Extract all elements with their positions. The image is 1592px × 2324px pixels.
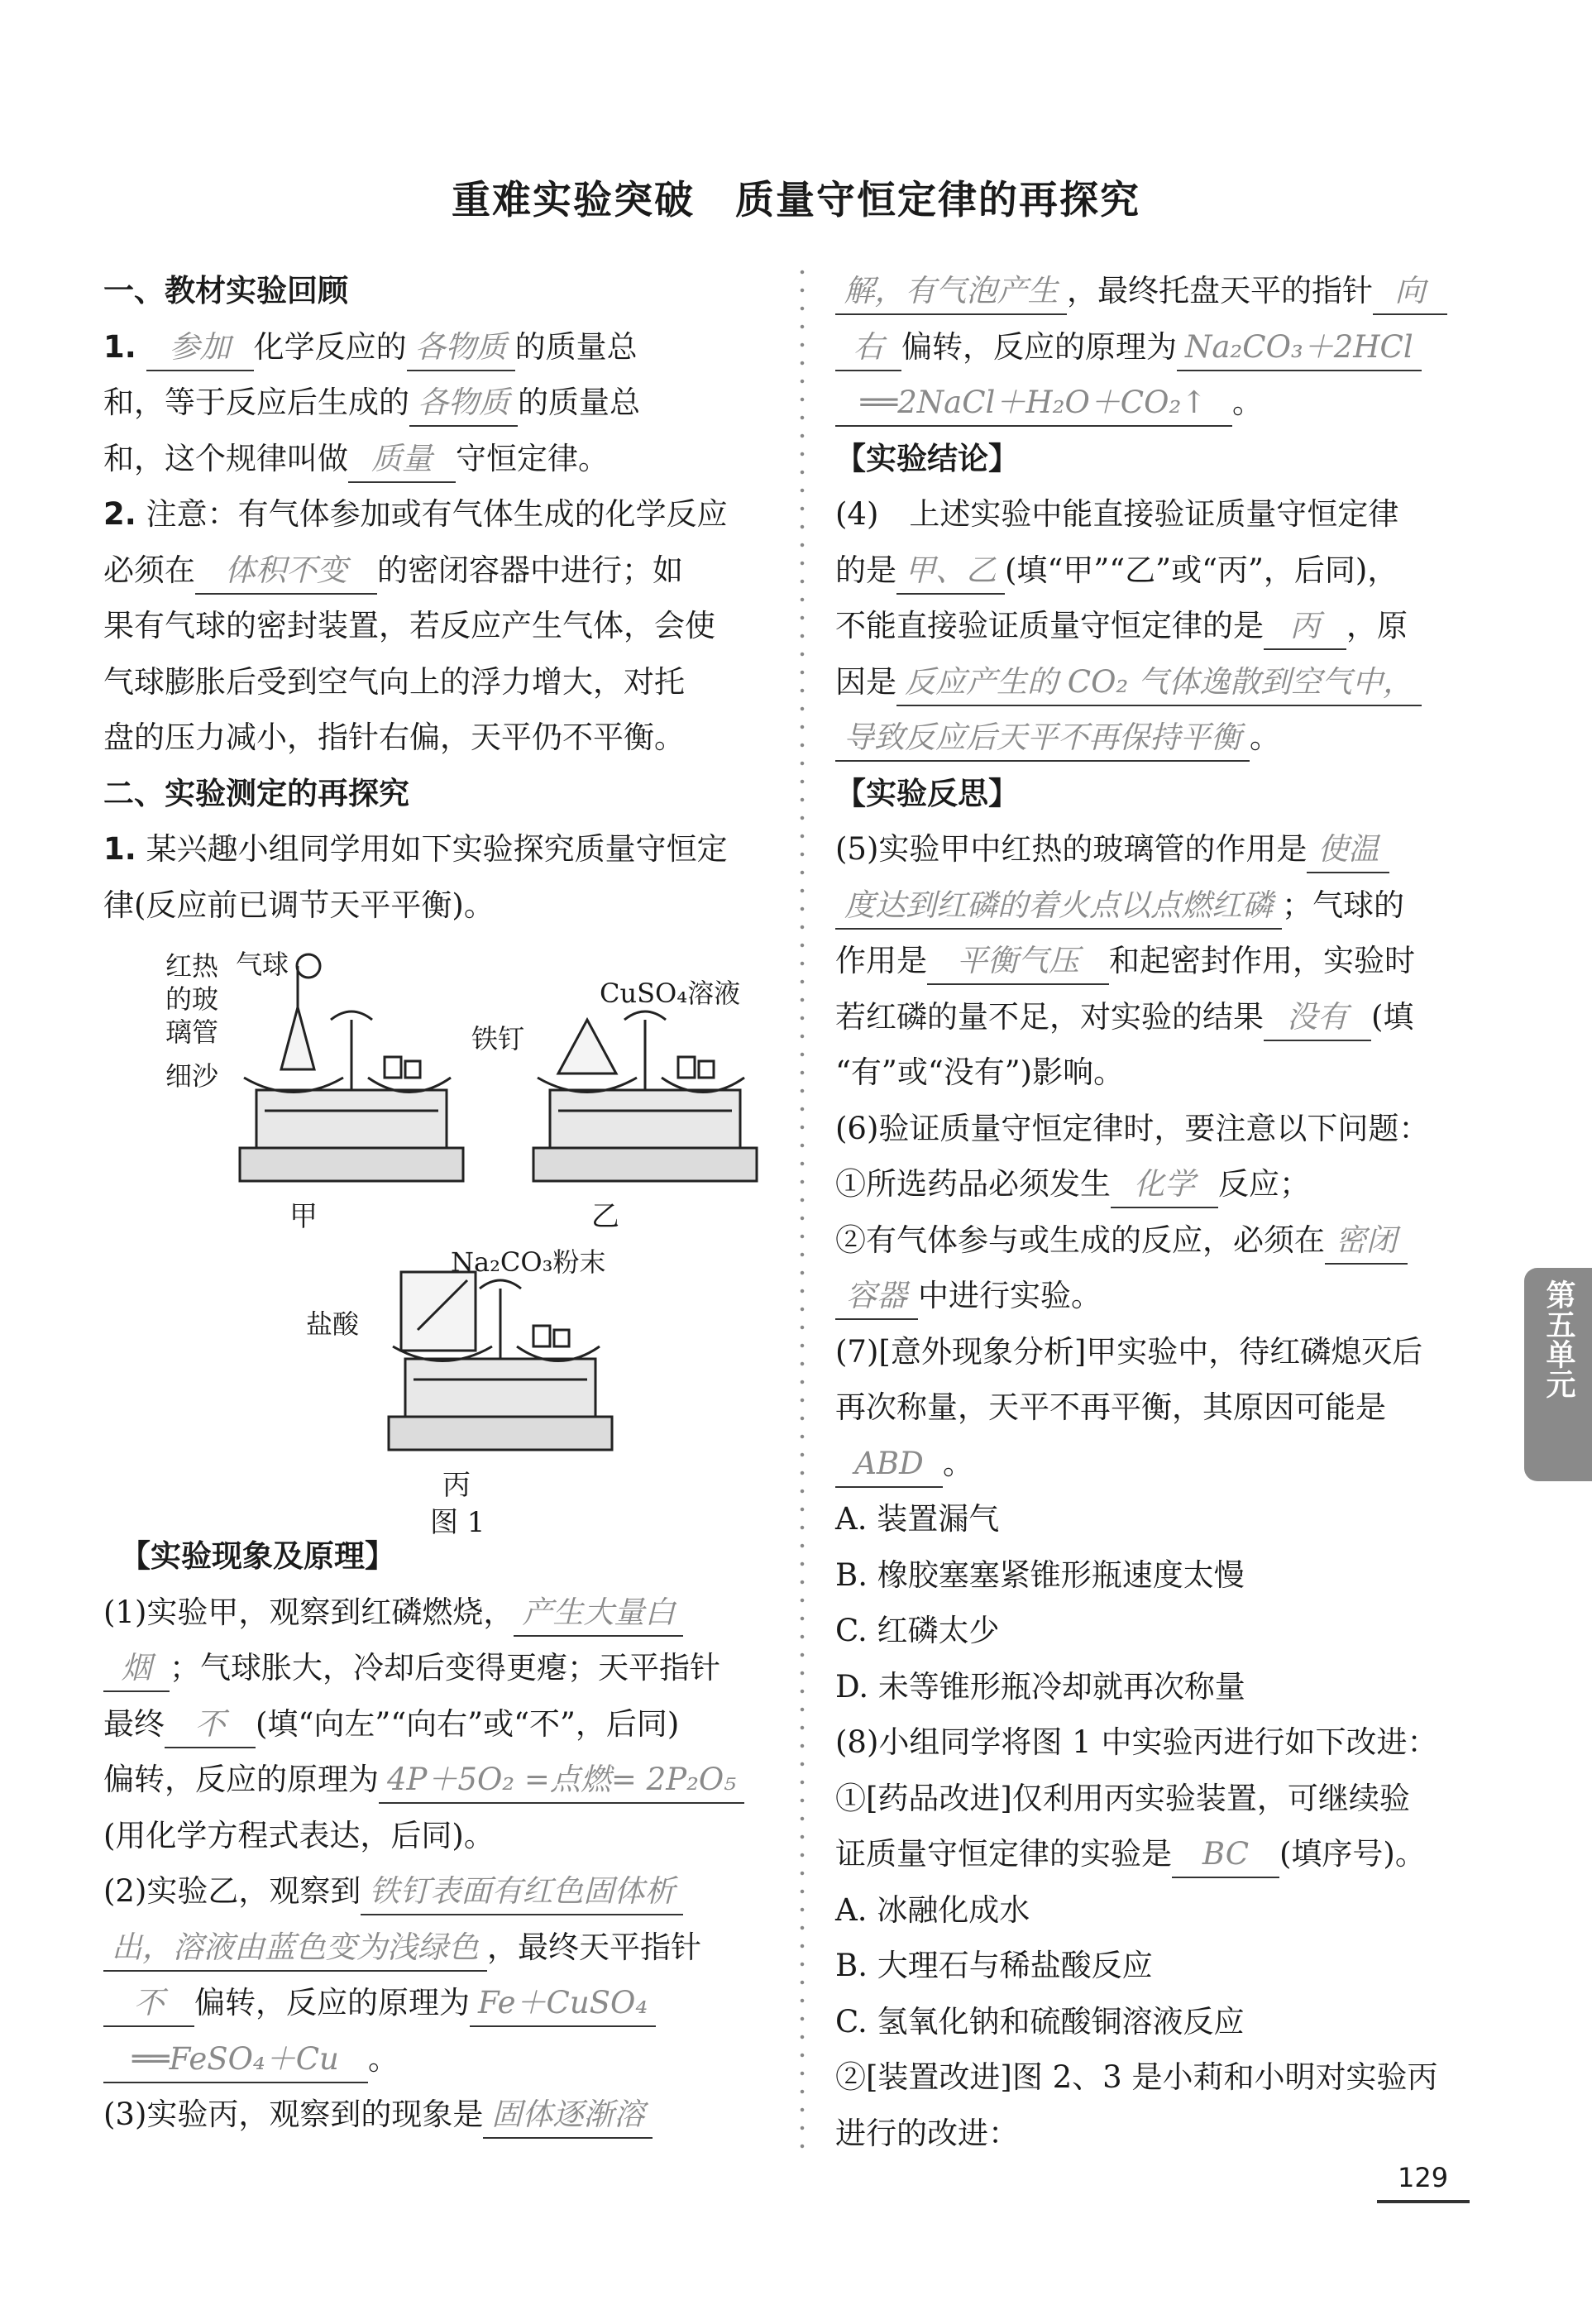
- answer-blank: 铁钉表面有红色固体析: [361, 1869, 683, 1915]
- option: B. 大理石与稀盐酸反应: [835, 1948, 1153, 1983]
- answer-blank: 各物质: [407, 325, 515, 371]
- label-yi: 乙: [591, 1200, 619, 1233]
- answer-blank: 烟: [103, 1646, 170, 1692]
- answer-blank: 度达到红磷的着火点以点燃红磷: [835, 883, 1282, 930]
- figure-caption: 图 1: [430, 1506, 485, 1539]
- unit-side-tab: [1524, 1268, 1592, 1481]
- label-jia: 甲: [289, 1200, 318, 1233]
- page-number: 129: [1398, 2162, 1449, 2193]
- phenomena-heading: 【实验现象及原理】: [120, 1538, 395, 1574]
- option: C. 氢氧化钠和硫酸铜溶液反应: [835, 2003, 1245, 2039]
- answer-blank: 出，溶液由蓝色变为浅绿色: [103, 1925, 487, 1972]
- label-na2co3: Na₂CO₃粉末: [451, 1246, 606, 1278]
- unit-tab-label: 第五单元: [1542, 1279, 1575, 1399]
- s1-item2: 2. 注意：有气体参加或有气体生成的化学反应 必须在 体积不变 的密闭容器中进行；如 果有气球的密封装置，若反应产生气体，会使 气球膨胀后受到空气向上的浮力增大，对托 盘的压力减小，指针右偏，天平仍不平衡。: [103, 496, 728, 755]
- answer-blank: 反应产生的 CO₂ 气体逸散到空气中，: [896, 660, 1422, 706]
- section2-heading: 二、实验测定的再探究: [103, 775, 409, 811]
- answer-blank: 参加: [146, 325, 254, 371]
- answer-blank: 没有: [1264, 995, 1371, 1041]
- s1-item1: 1. 参加 化学反应的 各物质 的质量总 和，等于反应后生成的 各物质 的质量总 和，这个规律叫做 质量 守恒定律。: [103, 319, 777, 487]
- answer-blank: 产生大量白: [514, 1590, 683, 1637]
- answer-blank: 固体逐渐溶: [483, 2092, 653, 2139]
- figure-1: [103, 941, 777, 1539]
- answer-blank: 密闭: [1325, 1218, 1408, 1265]
- label-cuso4: CuSO₄溶液: [600, 978, 741, 1009]
- q1: (1)实验甲，观察到红磷燃烧， 产生大量白 烟 ；气球胀大，冷却后变得更瘪；天平指针 最终 不 (填“向左”“向右”或“不”，后同) 偏转，反应的原理为 4P＋5O₂ =点燃= 2P₂O₅ (用化学方程式表达，后同)。: [103, 1585, 777, 1864]
- q6: (6)验证质量守恒定律时，要注意以下问题： ①所选药品必须发生 化学 反应； ②有气体参与或生成的反应，必须在 密闭 容器 中进行实验。: [835, 1101, 1489, 1324]
- answer-blank: 丙: [1264, 604, 1346, 650]
- option: D. 未等锥形瓶冷却就再次称量: [835, 1668, 1245, 1705]
- label-balloon: 气球: [236, 949, 289, 980]
- page-title: 重难实验突破 质量守恒定律的再探究: [452, 178, 1140, 223]
- answer-blank: 质量: [348, 437, 456, 483]
- q3-start: (3)实验丙，观察到的现象是 固体逐渐溶: [103, 2087, 777, 2143]
- answer-blank: BC: [1172, 1832, 1279, 1878]
- page-number-rule: [1377, 2200, 1470, 2203]
- answer-blank: Fe＋CuSO₄: [470, 1981, 656, 2027]
- answer-blank: 体积不变: [195, 548, 377, 595]
- label-iron-nail: 铁钉: [471, 1023, 525, 1054]
- option: C. 红磷太少: [835, 1613, 1000, 1648]
- left-column: [103, 263, 777, 2143]
- answer-blank: ABD: [835, 1442, 943, 1488]
- right-column: [835, 263, 1489, 2161]
- label-bing: 丙: [442, 1469, 471, 1502]
- balance-bing: [389, 1272, 612, 1450]
- answer-blank: 容器: [835, 1274, 918, 1320]
- label-sand: 细沙: [165, 1060, 219, 1092]
- section1-heading: 一、教材实验回顾: [103, 273, 348, 308]
- reflection-heading: 【实验反思】: [835, 775, 1019, 811]
- s2-item1: 1. 某兴趣小组同学用如下实验探究质量守恒定 律(反应前已调节天平平衡)。: [103, 831, 728, 923]
- answer-blank: 平衡气压: [927, 939, 1109, 985]
- answer-blank: 右: [835, 325, 901, 371]
- answer-blank: 甲、乙: [896, 548, 1005, 595]
- option: B. 橡胶塞塞紧锥形瓶速度太慢: [835, 1557, 1245, 1593]
- answer-blank: 导致反应后天平不再保持平衡: [835, 715, 1250, 762]
- label-hcl: 盐酸: [306, 1308, 360, 1340]
- q2: (2)实验乙，观察到 铁钉表面有红色固体析 出，溶液由蓝色变为浅绿色 ，最终天平指针 不 偏转，反应的原理为 Fe＋CuSO₄ ══FeSO₄＋Cu 。: [103, 1863, 777, 2087]
- answer-blank: 向: [1373, 269, 1447, 315]
- column-divider: [797, 263, 807, 2149]
- q3-cont: 解，有气泡产生 ，最终托盘天平的指针 向 右 偏转，反应的原理为 Na₂CO₃＋2HCl ══2NaCl＋H₂O＋CO₂↑ 。: [835, 263, 1489, 431]
- answer-blank: 各物质: [409, 380, 518, 427]
- q5: (5)实验甲中红热的玻璃管的作用是 使温 度达到红磷的着火点以点燃红磷 ；气球的 作用是 平衡气压 和起密封作用，实验时 若红磷的量不足，对实验的结果 没有 (填 “有”或“没有”)影响。: [835, 821, 1489, 1101]
- option: A. 装置漏气: [835, 1501, 1000, 1537]
- answer-blank: 4P＋5O₂ =点燃= 2P₂O₅: [379, 1757, 744, 1804]
- answer-blank: 不: [165, 1702, 256, 1748]
- answer-blank: 使温: [1307, 827, 1389, 873]
- answer-blank: 不: [103, 1981, 194, 2027]
- q8: (8)小组同学将图 1 中实验丙进行如下改进： ①[药品改进]仅利用丙实验装置，可继续验 证质量守恒定律的实验是 BC (填序号)。 A. 冰融化成水 B. 大理石与稀盐酸反应 C. 氢氧化钠和硫酸铜溶液反应 ②[装置改进]图 2、3 是小莉和小明对实验丙 进行的改进：: [835, 1724, 1438, 2151]
- answer-blank: 解，有气泡产生: [835, 269, 1067, 315]
- balance-yi: [533, 1011, 757, 1181]
- q7: (7)[意外现象分析]甲实验中，待红磷熄灭后 再次称量，天平不再平衡，其原因可能是 ABD 。 A. 装置漏气 B. 橡胶塞塞紧锥形瓶速度太慢 C. 红磷太少 D. 未等锥形瓶冷却就再次称量: [835, 1333, 1423, 1705]
- option: A. 冰融化成水: [835, 1891, 1030, 1928]
- q4: (4) 上述实验中能直接验证质量守恒定律 的是 甲、乙 (填“甲”“乙”或“丙”，后同)， 不能直接验证质量守恒定律的是 丙 ，原 因是 反应产生的 CO₂ 气体逸散到空气中， 导致反应后天平不再保持平衡 。: [835, 486, 1489, 766]
- answer-blank: ══2NaCl＋H₂O＋CO₂↑: [835, 380, 1232, 427]
- answer-blank: 化学: [1111, 1162, 1218, 1208]
- answer-blank: ══FeSO₄＋Cu: [103, 2037, 368, 2083]
- answer-blank: Na₂CO₃＋2HCl: [1177, 325, 1422, 371]
- conclusion-heading: 【实验结论】: [835, 440, 1019, 476]
- label-hot-glass-tube: 红热的玻璃管: [165, 950, 219, 1048]
